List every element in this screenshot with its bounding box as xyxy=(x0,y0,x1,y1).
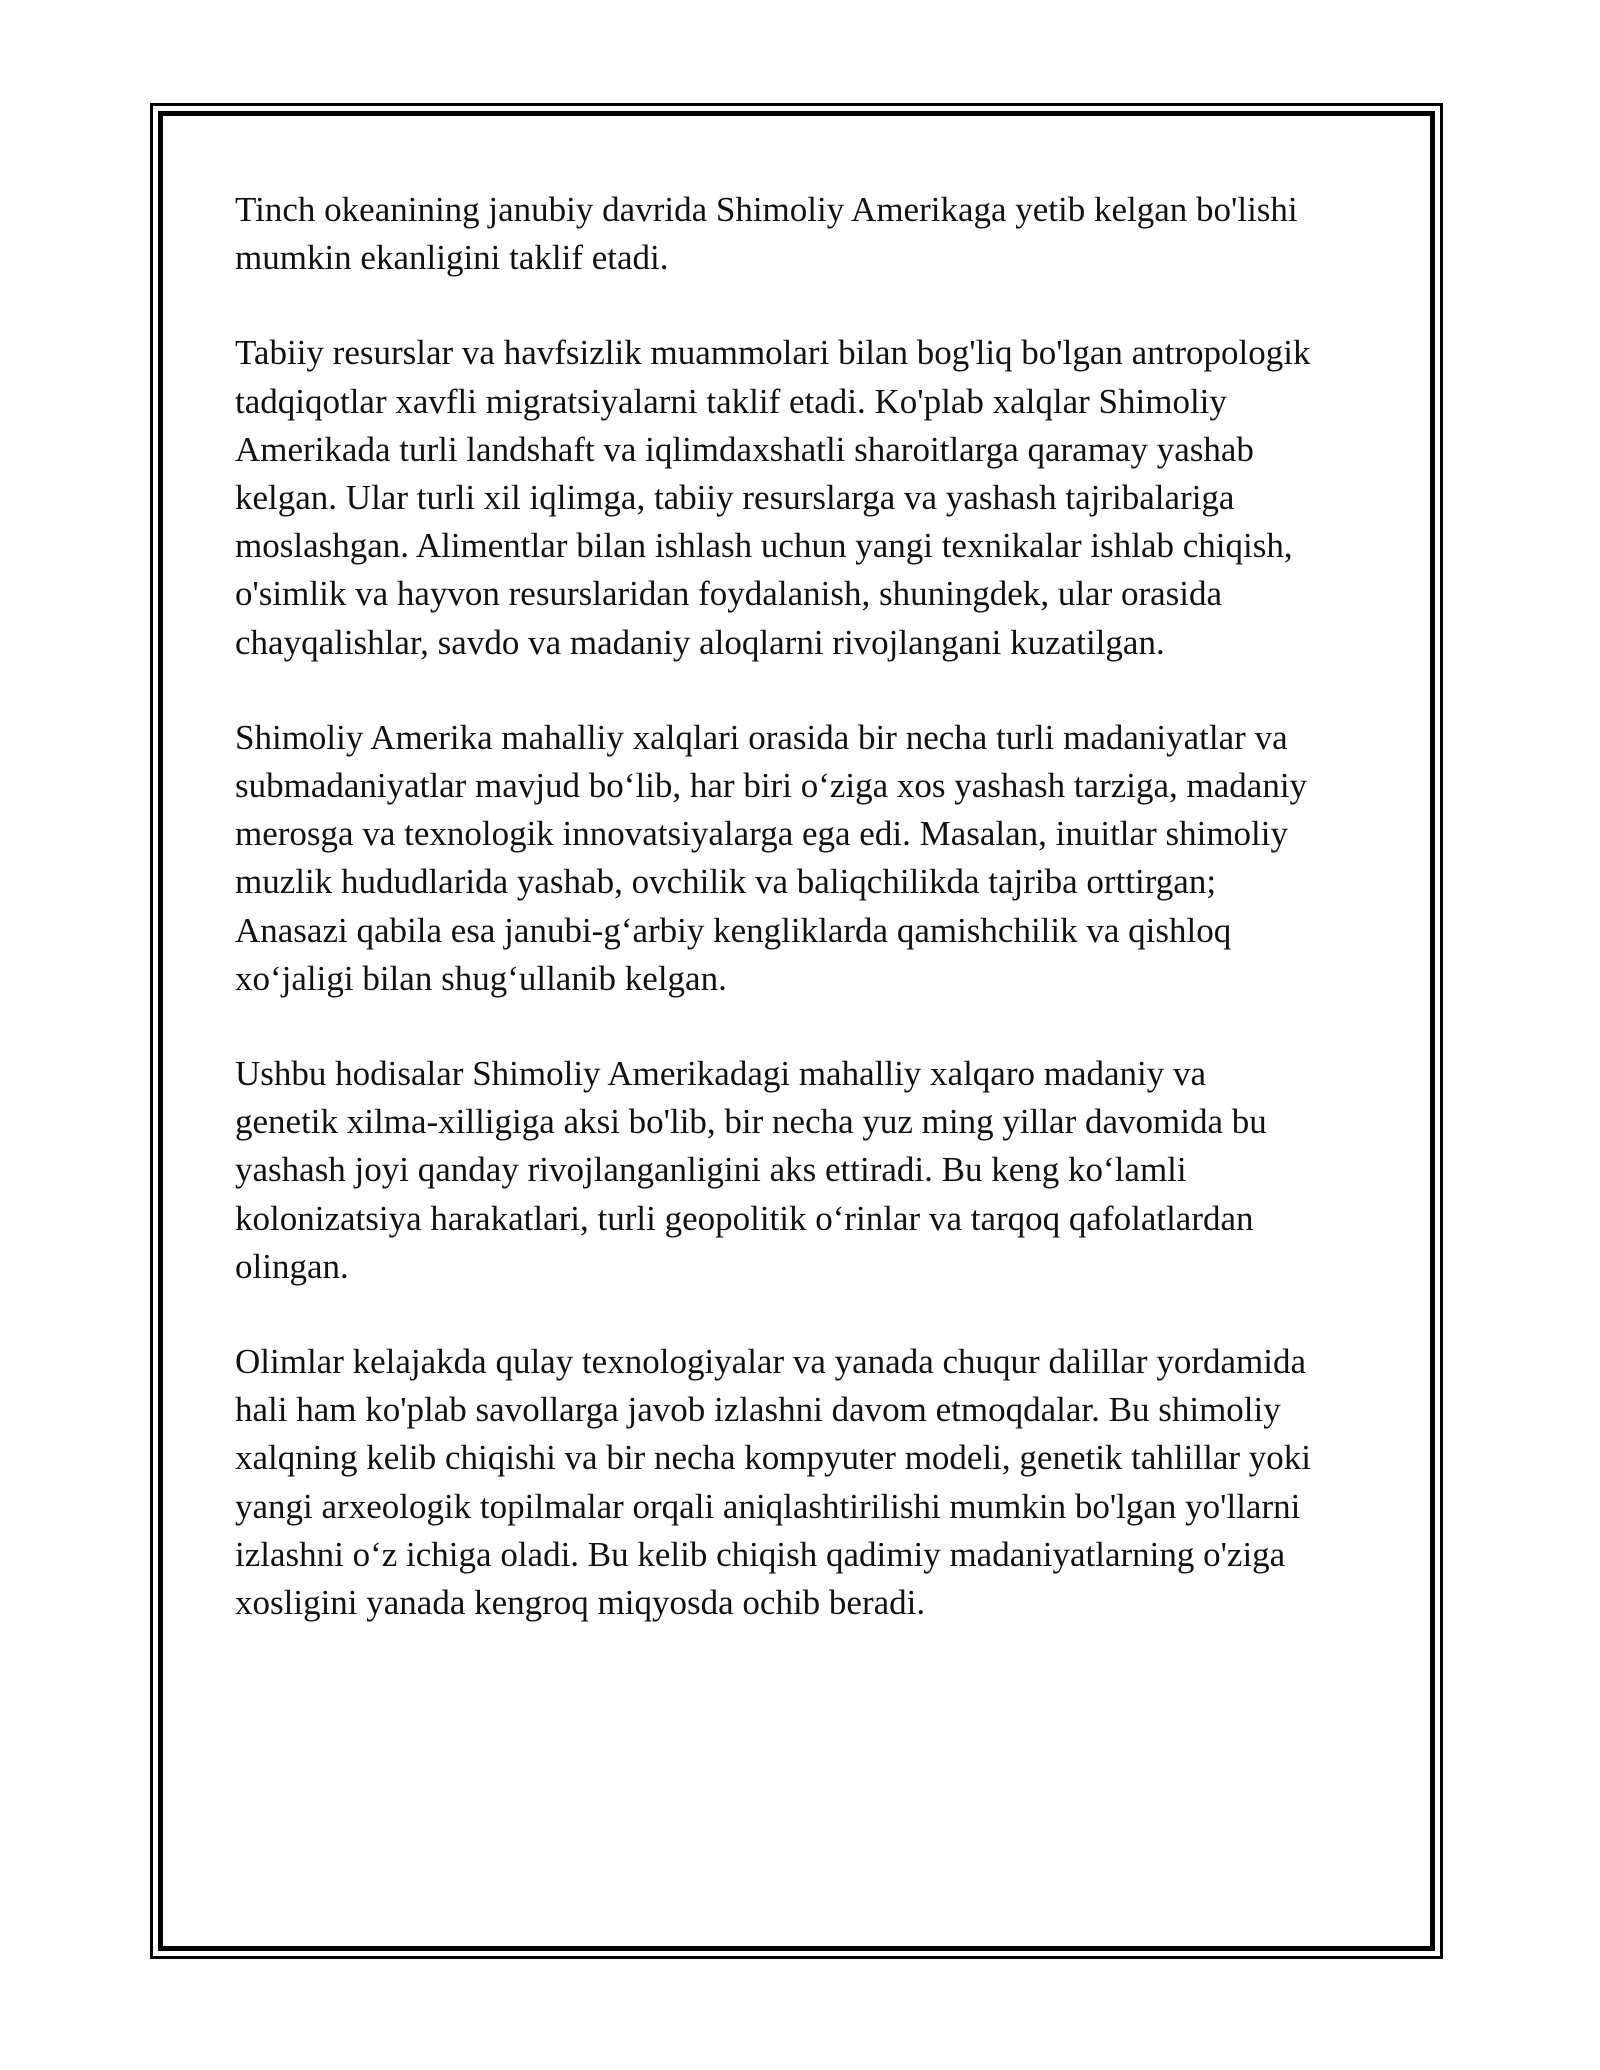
paragraph-2 xyxy=(235,329,1365,666)
text-line: Ushbu hodisalar Shimoliy Amerikadagi mahalliy xalqaro madaniy va xyxy=(235,1054,1207,1094)
text-line: kelgan. Ular turli xil iqlimga, tabiiy resurslarga va yashash tajribalariga xyxy=(235,478,1235,518)
text-line: xalqning kelib chiqishi va bir necha kompyuter modeli, genetik tahlillar yoki xyxy=(235,1438,1311,1478)
text-line: yangi arxeologik topilmalar orqali aniqlashtirilishi mumkin bo'lgan yo'llarni xyxy=(235,1486,1301,1526)
paragraph-3 xyxy=(235,714,1365,1003)
text-line: Shimoliy Amerika mahalliy xalqlari orasida bir necha turli madaniyatlar va xyxy=(235,717,1288,757)
paragraph-5 xyxy=(235,1338,1365,1627)
text-line: izlashni o‘z ichiga oladi. Bu kelib chiqish qadimiy madaniyatlarning o'ziga xyxy=(235,1534,1286,1574)
text-line: muzlik hududlarida yashab, ovchilik va baliqchilikda tajriba orttirgan; xyxy=(235,862,1217,902)
text-line: xo‘jaligi bilan shug‘ullanib kelgan. xyxy=(235,958,727,998)
text-line: Tabiiy resurslar va havfsizlik muammolari bilan bog'liq bo'lgan antropologik xyxy=(235,333,1311,373)
text-line: tadqiqotlar xavfli migratsiyalarni taklif etadi. Ko'plab xalqlar Shimoliy xyxy=(235,381,1227,421)
text-line: merosga va texnologik innovatsiyalarga ega edi. Masalan, inuitlar shimoliy xyxy=(235,814,1288,854)
document-body xyxy=(235,186,1365,1674)
text-line: xosligini yanada kengroq miqyosda ochib beradi. xyxy=(235,1583,926,1623)
text-line: genetik xilma-xilligiga aksi bo'lib, bir necha yuz ming yillar davomida bu xyxy=(235,1102,1267,1142)
text-line: Tinch okeanining janubiy davrida Shimoliy Amerikaga yetib kelgan bo'lishi xyxy=(235,190,1298,229)
text-line: submadaniyatlar mavjud bo‘lib, har biri o‘ziga xos yashash tarziga, madaniy xyxy=(235,766,1308,806)
text-line: o'simlik va hayvon resurslaridan foydalanish, shuningdek, ular orasida xyxy=(235,574,1223,614)
text-line: kolonizatsiya harakatlari, turli geopolitik o‘rinlar va tarqoq qafolatlardan xyxy=(235,1198,1254,1238)
paragraph-4 xyxy=(235,1050,1365,1291)
text-line: Amerikada turli landshaft va iqlimdaxshatli sharoitlarga qaramay yashab xyxy=(235,429,1254,469)
text-line: yashash joyi qanday rivojlanganligini aks ettiradi. Bu keng ko‘lamli xyxy=(235,1150,1187,1190)
text-line: mumkin ekanligini taklif etadi. xyxy=(235,238,669,278)
text-line: olingan. xyxy=(235,1246,349,1286)
text-line: moslashgan. Alimentlar bilan ishlash uchun yangi texnikalar ishlab chiqish, xyxy=(235,526,1293,566)
text-line: hali ham ko'plab savollarga javob izlashni davom etmoqdalar. Bu shimoliy xyxy=(235,1390,1281,1430)
text-line: Olimlar kelajakda qulay texnologiyalar va yanada chuqur dalillar yordamida xyxy=(235,1342,1306,1382)
paragraph-1 xyxy=(235,186,1365,282)
text-line: Anasazi qabila esa janubi-g‘arbiy kengliklarda qamishchilik va qishloq xyxy=(235,910,1232,950)
text-line: chayqalishlar, savdo va madaniy aloqlarni rivojlangani kuzatilgan. xyxy=(235,622,1165,662)
